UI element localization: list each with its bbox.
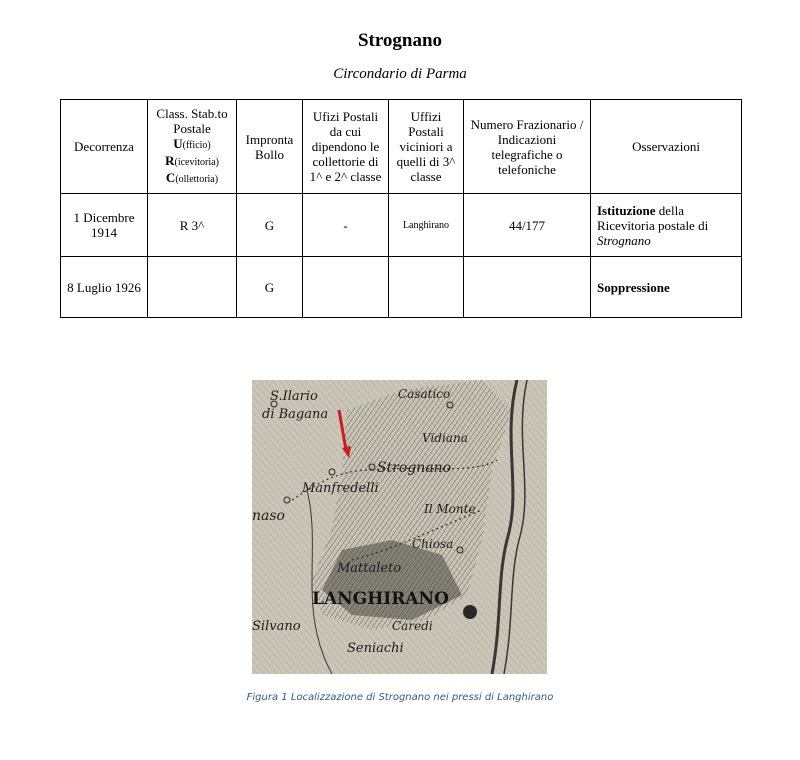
cell-uffizi-viciniori: Langhirano	[389, 194, 464, 257]
cell-numero: 44/177	[464, 194, 591, 257]
header-class-line1: Class. Stab.to	[156, 106, 228, 121]
cell-class: R 3^	[148, 194, 237, 257]
map-label-seniachi: Seniachi	[347, 641, 404, 656]
cell-impronta: G	[237, 194, 303, 257]
header-ufizi: Ufizi Postali da cui dipendono le collettorie di 1^ e 2^ classe	[303, 100, 389, 194]
map-label-naso: naso	[252, 508, 285, 524]
obs-text: della Ricevitoria postale di	[597, 202, 709, 233]
cell-ufizi: -	[303, 194, 389, 257]
map-label-mattaleto: Mattaleto	[337, 561, 402, 576]
cell-uffizi-viciniori	[389, 257, 464, 318]
suffix-u: (fficio)	[182, 140, 211, 151]
cell-impronta: G	[237, 257, 303, 318]
letter-c: C	[165, 170, 176, 185]
map-label-vidiana: Vidiana	[422, 431, 468, 445]
suffix-r: (icevitoria)	[174, 157, 219, 168]
cell-numero	[464, 257, 591, 318]
page-title: Strognano	[357, 30, 443, 51]
header-numero: Numero Frazionario / Indicazioni telegrafiche o telefoniche	[464, 100, 591, 194]
header-osservazioni: Osservazioni	[591, 100, 742, 194]
suffix-c: (ollettoria)	[175, 174, 219, 185]
table-row	[61, 257, 742, 318]
cell-ufizi	[303, 257, 389, 318]
figure-caption: Figura 1 Localizzazione di Strognano nei pressi di Langhirano	[246, 692, 554, 703]
map-label-caredi: Caredi	[392, 619, 433, 633]
cell-class	[148, 257, 237, 318]
map-label-langhirano: LANGHIRANO	[312, 589, 449, 609]
table-row	[61, 194, 742, 257]
cell-osservazioni	[591, 257, 742, 318]
letter-r: R	[165, 153, 175, 168]
cell-decorrenza: 1 Dicembre 1914	[61, 194, 148, 257]
map-label-casatico: Casatico	[398, 387, 451, 401]
map-label-il-monte: Il Monte	[424, 502, 476, 516]
header-classificazione	[148, 100, 237, 194]
postal-register-table	[60, 99, 742, 318]
header-class-u	[152, 136, 232, 153]
header-class-c	[152, 170, 232, 187]
obs-bold-text: Soppressione	[597, 279, 670, 295]
page-subtitle: Circondario di Parma	[333, 66, 467, 82]
map-label-manfredelli: Manfredelli	[302, 481, 379, 496]
letter-u: U	[173, 136, 183, 151]
header-impronta: Impronta Bollo	[237, 100, 303, 194]
town-marker	[463, 605, 477, 619]
header-class-line2: Postale	[173, 121, 211, 136]
header-decorrenza: Decorrenza	[61, 100, 148, 194]
map-label-chiosa: Chiosa	[412, 537, 454, 551]
historic-map-image	[252, 380, 547, 674]
map-label-silvano: Silvano	[252, 619, 301, 634]
cell-decorrenza: 8 Luglio 1926	[61, 257, 148, 318]
header-uffizi-viciniori: Uffizi Postali viciniori a quelli di 3^ classe	[389, 100, 464, 194]
map-label-strognano: Strognano	[377, 460, 452, 476]
map-label-s-ilario: S.Ilario	[270, 389, 318, 404]
header-class-r	[152, 153, 232, 170]
table-header-row	[61, 100, 742, 194]
map-label-bagana: di Bagana	[262, 407, 329, 422]
cell-osservazioni	[591, 194, 742, 257]
obs-italic-text: Strognano	[597, 232, 651, 248]
obs-bold-text: Istituzione	[597, 202, 656, 218]
